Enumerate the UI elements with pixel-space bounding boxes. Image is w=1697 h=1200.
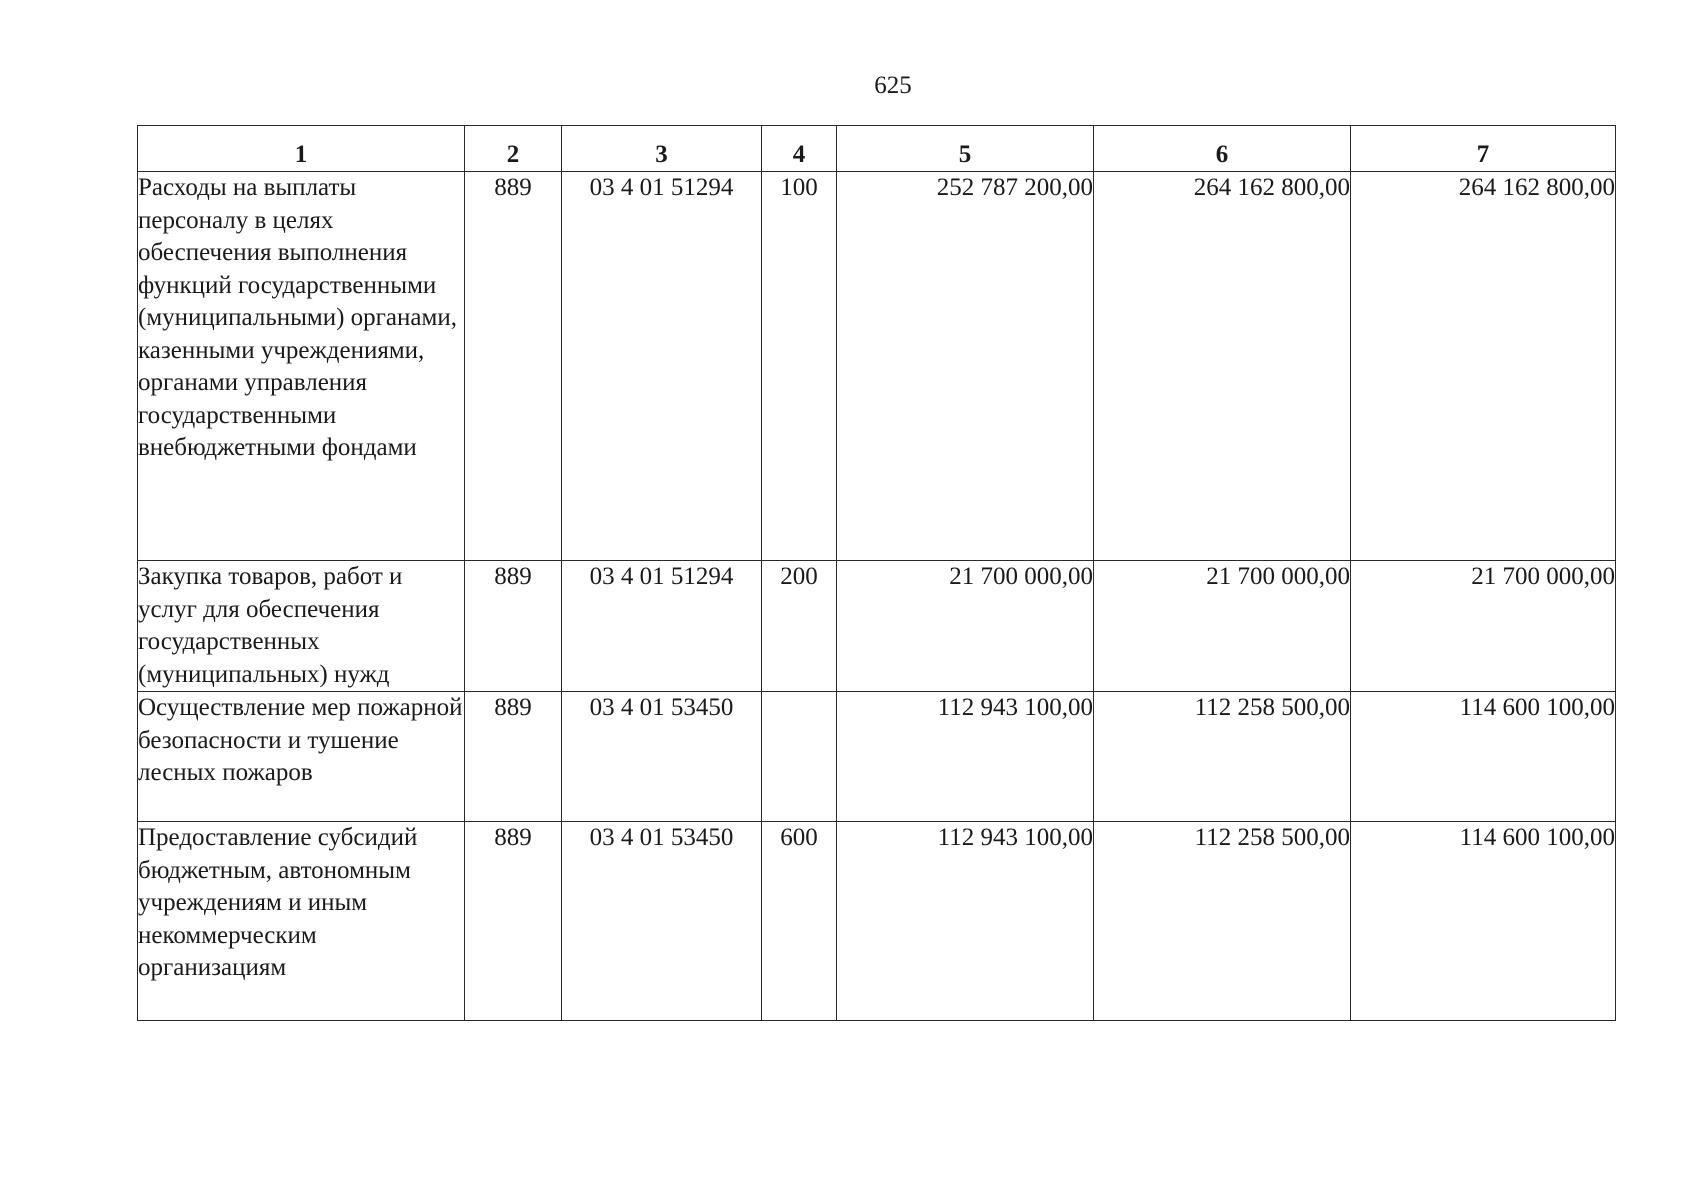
amount-cell-7: 21 700 000,00: [1351, 561, 1616, 692]
column-header-2: 2: [465, 126, 562, 172]
amount-cell-5: 21 700 000,00: [837, 561, 1094, 692]
target-article-cell: 03 4 01 53450: [562, 692, 762, 822]
amount-cell-6: 112 258 500,00: [1094, 822, 1351, 1021]
amount-cell-6: 21 700 000,00: [1094, 561, 1351, 692]
row-name-cell: Закупка товаров, работ и услуг для обеспечения государственных (муниципальных) нужд: [138, 561, 465, 692]
row-name-cell: Осуществление мер пожарной безопасности и тушение лесных пожаров: [138, 692, 465, 822]
budget-table: [137, 125, 1616, 1021]
expense-type-cell: 600: [762, 822, 837, 1021]
amount-cell-6: 264 162 800,00: [1094, 172, 1351, 561]
department-code-cell: 889: [465, 561, 562, 692]
department-code-cell: 889: [465, 172, 562, 561]
expense-type-cell: [762, 692, 837, 822]
page-number: 625: [874, 72, 912, 99]
table-header-row: [138, 126, 1616, 172]
row-name-cell: Расходы на выплаты персоналу в целях обеспечения выполнения функций государственными (муниципальными) органами, казенными учреждениями, органами управления государственными внебюджетными фондами: [138, 172, 465, 561]
amount-cell-5: 252 787 200,00: [837, 172, 1094, 561]
table-row: [138, 692, 1616, 822]
amount-cell-7: 114 600 100,00: [1351, 692, 1616, 822]
amount-cell-7: 114 600 100,00: [1351, 822, 1616, 1021]
amount-cell-5: 112 943 100,00: [837, 692, 1094, 822]
column-header-6: 6: [1094, 126, 1351, 172]
table-row: [138, 172, 1616, 561]
department-code-cell: 889: [465, 822, 562, 1021]
table-row: [138, 822, 1616, 1021]
column-header-5: 5: [837, 126, 1094, 172]
row-name-cell: Предоставление субсидий бюджетным, автономным учреждениям и иным некоммерческим организациям: [138, 822, 465, 1021]
department-code-cell: 889: [465, 692, 562, 822]
column-header-7: 7: [1351, 126, 1616, 172]
target-article-cell: 03 4 01 51294: [562, 561, 762, 692]
column-header-3: 3: [562, 126, 762, 172]
amount-cell-6: 112 258 500,00: [1094, 692, 1351, 822]
expense-type-cell: 200: [762, 561, 837, 692]
target-article-cell: 03 4 01 53450: [562, 822, 762, 1021]
column-header-4: 4: [762, 126, 837, 172]
expense-type-cell: 100: [762, 172, 837, 561]
column-header-1: 1: [138, 126, 465, 172]
table-row: [138, 561, 1616, 692]
amount-cell-7: 264 162 800,00: [1351, 172, 1616, 561]
target-article-cell: 03 4 01 51294: [562, 172, 762, 561]
amount-cell-5: 112 943 100,00: [837, 822, 1094, 1021]
